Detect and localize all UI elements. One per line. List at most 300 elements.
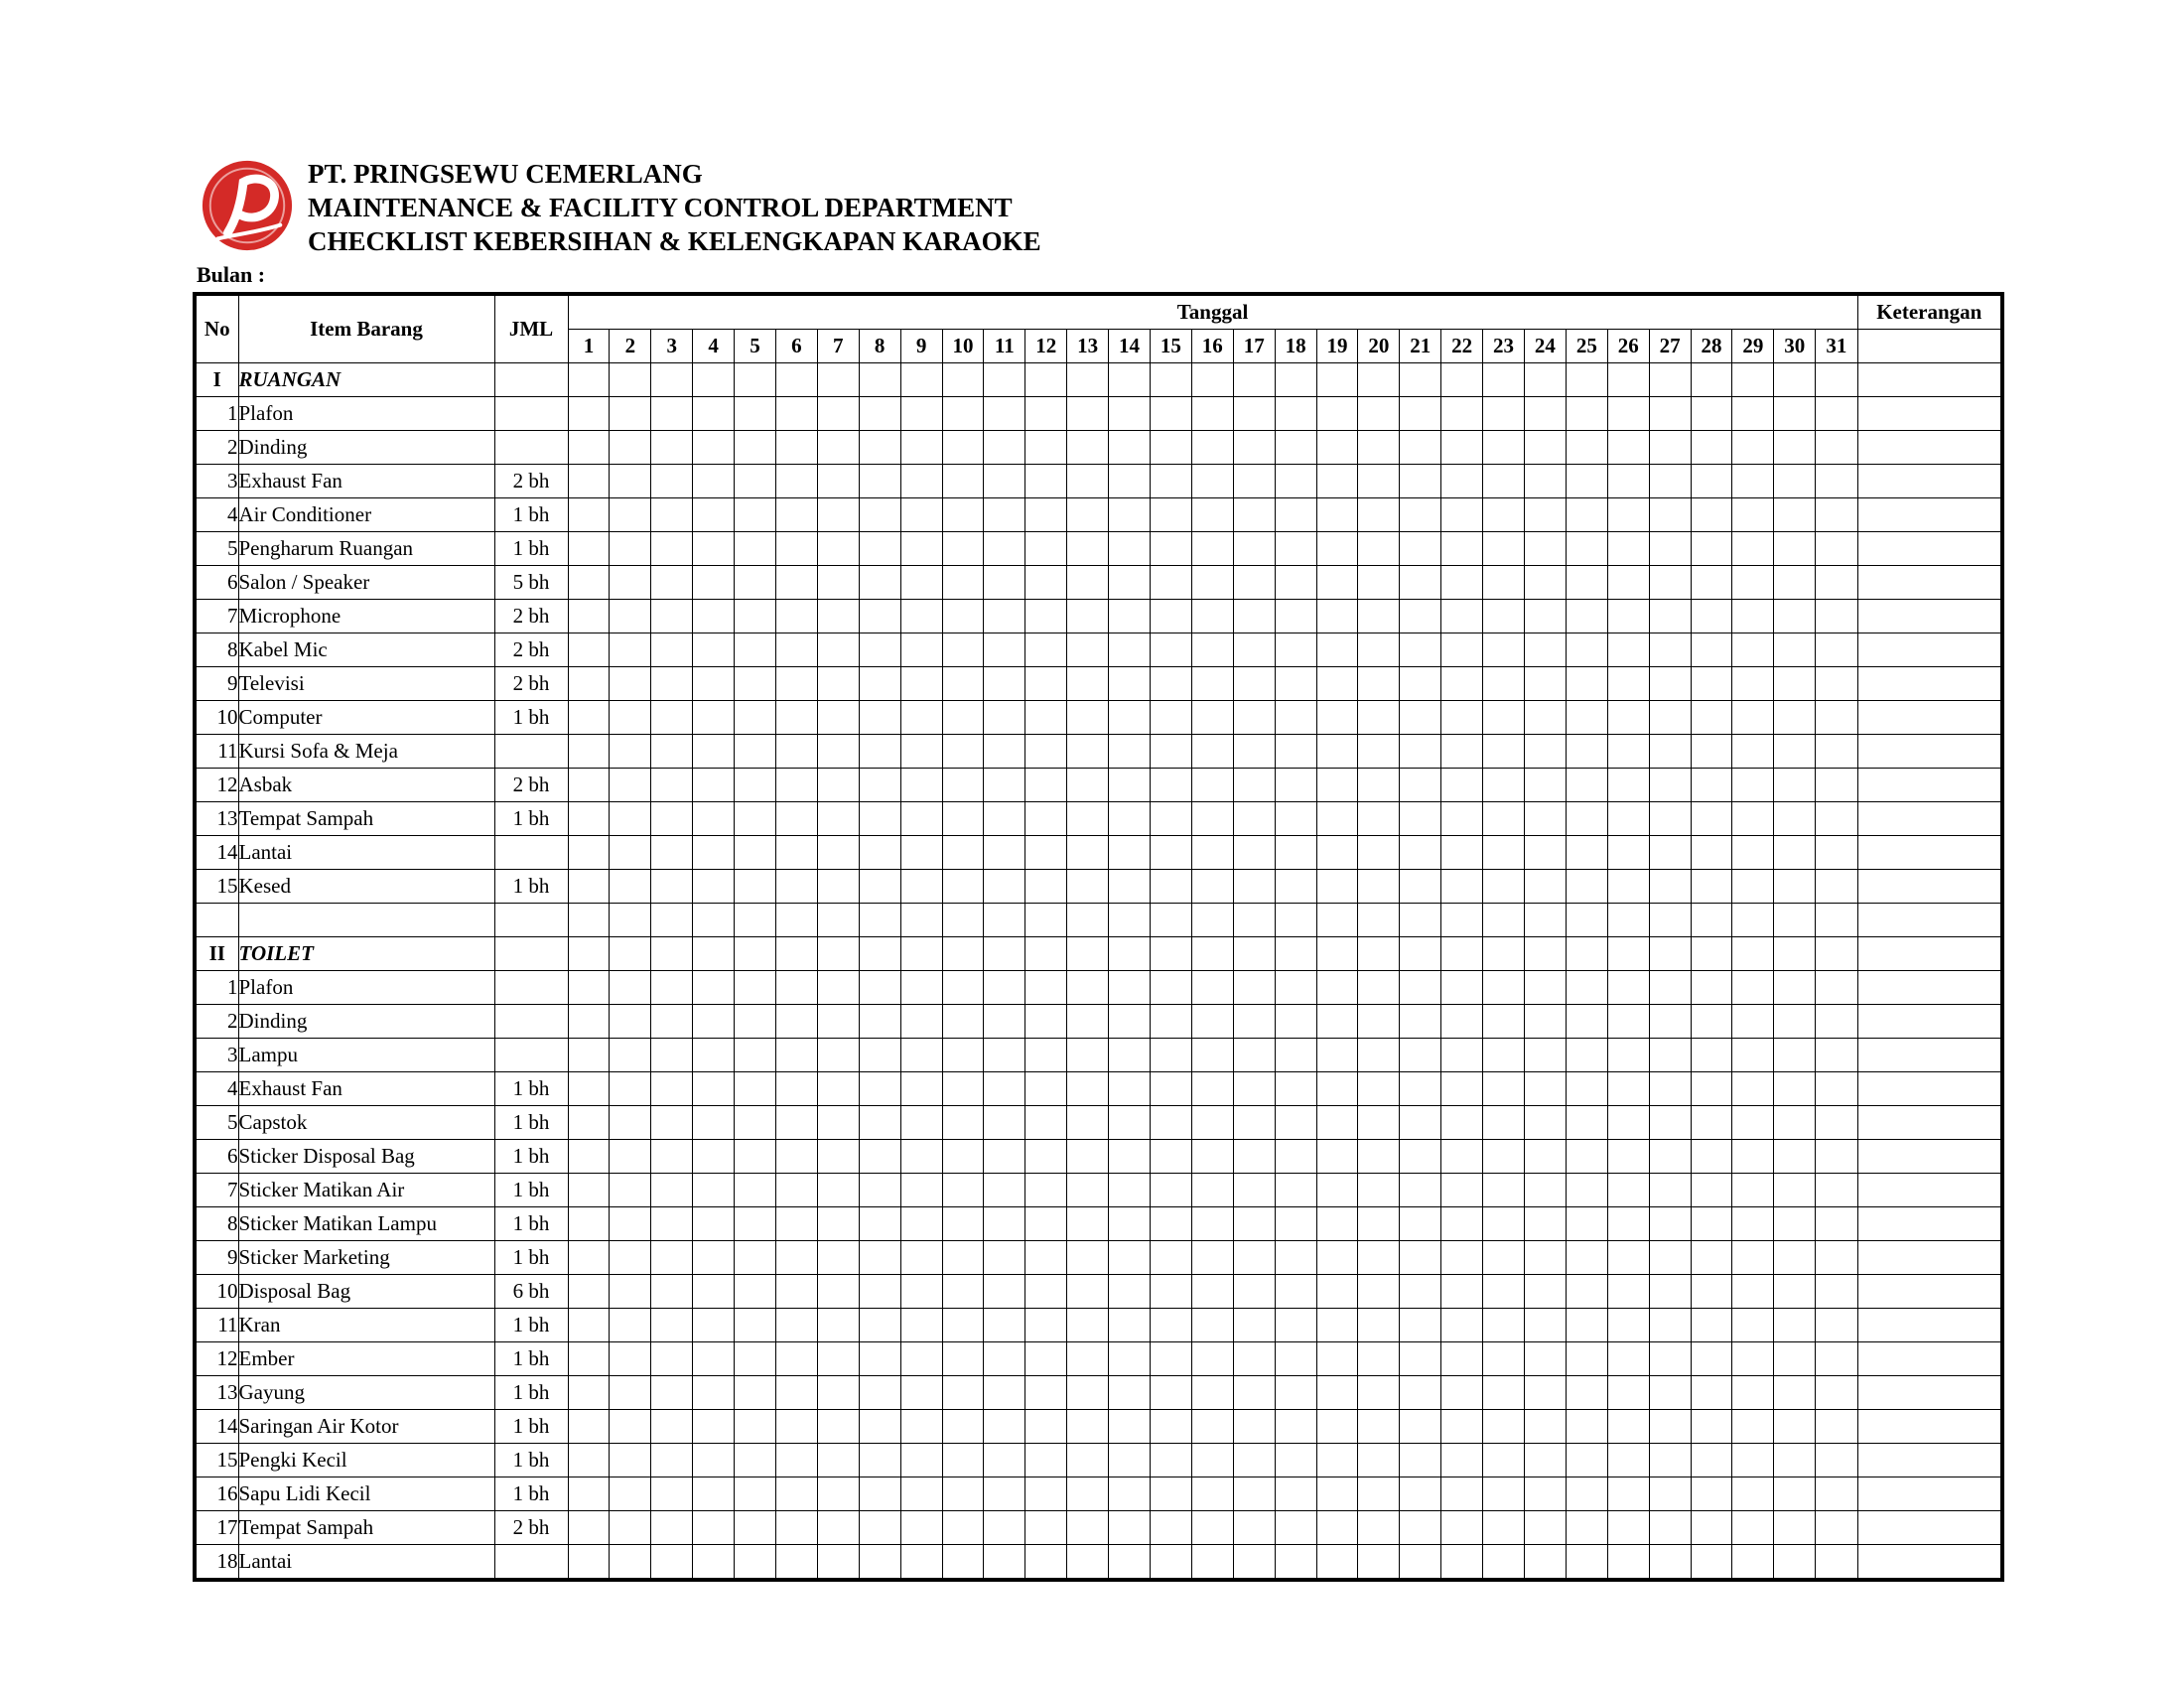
day-check-cell <box>1483 431 1525 465</box>
day-check-cell <box>1233 1545 1275 1581</box>
day-check-cell <box>1566 465 1607 498</box>
day-check-cell <box>817 566 859 600</box>
day-check-cell <box>1607 937 1649 971</box>
day-check-cell <box>1109 600 1151 633</box>
day-check-cell <box>1067 1545 1109 1581</box>
day-check-cell <box>1483 1005 1525 1039</box>
day-check-cell <box>1067 1072 1109 1106</box>
day-check-cell <box>900 971 942 1005</box>
day-check-cell <box>1774 870 1816 904</box>
day-check-cell <box>1607 769 1649 802</box>
day-check-cell <box>900 1309 942 1342</box>
day-check-cell <box>775 1342 817 1376</box>
day-check-cell <box>859 1072 900 1106</box>
day-check-cell <box>1150 971 1191 1005</box>
day-check-cell <box>942 600 984 633</box>
day-check-cell <box>1316 1140 1358 1174</box>
day-check-cell <box>1358 1477 1400 1511</box>
day-check-cell <box>1150 735 1191 769</box>
keterangan-cell <box>1857 363 2002 397</box>
day-check-cell <box>1316 937 1358 971</box>
keterangan-subheader <box>1857 330 2002 363</box>
day-check-cell <box>1109 363 1151 397</box>
day-check-cell <box>1607 1174 1649 1207</box>
day-check-cell <box>1400 1275 1441 1309</box>
day-check-cell <box>900 1106 942 1140</box>
table-row <box>195 397 2002 431</box>
day-check-cell <box>1774 701 1816 735</box>
day-check-cell <box>1441 1444 1483 1477</box>
day-check-cell <box>1233 1309 1275 1342</box>
day-check-cell <box>775 1309 817 1342</box>
day-check-cell <box>735 1275 776 1309</box>
day-check-cell <box>817 1140 859 1174</box>
day-check-cell <box>1441 566 1483 600</box>
day-check-cell <box>1150 1342 1191 1376</box>
day-check-cell <box>1067 1511 1109 1545</box>
day-check-cell <box>1691 1511 1732 1545</box>
day-check-cell <box>568 431 610 465</box>
row-number: 3 <box>195 1039 238 1072</box>
table-row <box>195 1072 2002 1106</box>
day-check-cell <box>1649 802 1691 836</box>
day-check-cell <box>610 836 651 870</box>
day-check-cell <box>1649 971 1691 1005</box>
table-row <box>195 600 2002 633</box>
day-check-cell <box>1191 1207 1233 1241</box>
day-check-cell <box>1358 600 1400 633</box>
day-check-cell <box>984 667 1025 701</box>
day-check-cell <box>1607 1241 1649 1275</box>
day-check-cell <box>693 1275 735 1309</box>
day-check-cell <box>1275 498 1316 532</box>
day-check-cell <box>1233 363 1275 397</box>
day-check-cell <box>1191 1309 1233 1342</box>
day-check-cell <box>1150 836 1191 870</box>
day-check-cell <box>1191 735 1233 769</box>
day-check-cell <box>735 769 776 802</box>
day-check-cell <box>610 1376 651 1410</box>
day-check-cell <box>1191 802 1233 836</box>
table-row <box>195 1275 2002 1309</box>
day-check-cell <box>1191 836 1233 870</box>
item-name: Exhaust Fan <box>238 1072 494 1106</box>
day-check-cell <box>1441 600 1483 633</box>
day-check-cell <box>1358 1275 1400 1309</box>
day-check-cell <box>735 1106 776 1140</box>
day-check-cell <box>1774 465 1816 498</box>
day-check-cell <box>568 735 610 769</box>
table-row <box>195 465 2002 498</box>
day-check-cell <box>1607 1545 1649 1581</box>
day-check-cell <box>1607 1309 1649 1342</box>
day-check-cell <box>1566 1342 1607 1376</box>
day-check-cell <box>1774 735 1816 769</box>
day-check-cell <box>1358 532 1400 566</box>
day-check-cell <box>1150 465 1191 498</box>
day-check-cell <box>1649 1410 1691 1444</box>
day-check-cell <box>1524 1275 1566 1309</box>
day-check-cell <box>1400 397 1441 431</box>
day-check-cell <box>1691 667 1732 701</box>
day-check-cell <box>1816 431 1857 465</box>
day-header: 9 <box>900 330 942 363</box>
day-check-cell <box>984 600 1025 633</box>
day-check-cell <box>1025 1545 1067 1581</box>
day-check-cell <box>1441 870 1483 904</box>
day-check-cell <box>735 1241 776 1275</box>
day-check-cell <box>1109 1275 1151 1309</box>
day-check-cell <box>1607 701 1649 735</box>
day-check-cell <box>1816 1039 1857 1072</box>
day-check-cell <box>942 701 984 735</box>
day-check-cell <box>1607 971 1649 1005</box>
day-check-cell <box>1732 1511 1774 1545</box>
item-quantity: 2 bh <box>494 465 568 498</box>
day-check-cell <box>1483 1174 1525 1207</box>
day-check-cell <box>1191 1275 1233 1309</box>
day-check-cell <box>1732 701 1774 735</box>
day-check-cell <box>1649 431 1691 465</box>
day-check-cell <box>1025 1275 1067 1309</box>
day-check-cell <box>651 1511 693 1545</box>
day-check-cell <box>942 870 984 904</box>
day-check-cell <box>1109 904 1151 937</box>
day-check-cell <box>1191 904 1233 937</box>
day-check-cell <box>1025 498 1067 532</box>
day-check-cell <box>1774 532 1816 566</box>
day-check-cell <box>1025 566 1067 600</box>
day-check-cell <box>984 465 1025 498</box>
day-check-cell <box>775 904 817 937</box>
day-check-cell <box>1358 667 1400 701</box>
day-check-cell <box>1774 1545 1816 1581</box>
day-check-cell <box>1774 1207 1816 1241</box>
day-check-cell <box>1774 600 1816 633</box>
day-check-cell <box>568 1477 610 1511</box>
day-check-cell <box>1316 1039 1358 1072</box>
day-check-cell <box>1649 465 1691 498</box>
row-number: 8 <box>195 1207 238 1241</box>
day-check-cell <box>1483 735 1525 769</box>
day-check-cell <box>1649 667 1691 701</box>
day-check-cell <box>1566 431 1607 465</box>
day-check-cell <box>859 431 900 465</box>
item-quantity: 2 bh <box>494 667 568 701</box>
day-check-cell <box>651 1410 693 1444</box>
row-number: 1 <box>195 971 238 1005</box>
day-check-cell <box>1566 566 1607 600</box>
day-check-cell <box>1441 498 1483 532</box>
day-check-cell <box>1067 600 1109 633</box>
day-check-cell <box>568 1410 610 1444</box>
day-check-cell <box>1441 1376 1483 1410</box>
day-check-cell <box>1150 1444 1191 1477</box>
day-header: 4 <box>693 330 735 363</box>
day-check-cell <box>1150 1545 1191 1581</box>
keterangan-cell <box>1857 1410 2002 1444</box>
day-check-cell <box>1774 1106 1816 1140</box>
day-check-cell <box>1732 769 1774 802</box>
day-check-cell <box>775 870 817 904</box>
day-check-cell <box>568 465 610 498</box>
day-check-cell <box>1275 802 1316 836</box>
day-check-cell <box>610 735 651 769</box>
table-row <box>195 431 2002 465</box>
table-row <box>195 735 2002 769</box>
day-check-cell <box>1067 633 1109 667</box>
keterangan-cell <box>1857 1444 2002 1477</box>
day-check-cell <box>1400 904 1441 937</box>
day-check-cell <box>1358 1511 1400 1545</box>
day-check-cell <box>1732 1342 1774 1376</box>
day-check-cell <box>942 1444 984 1477</box>
day-check-cell <box>651 600 693 633</box>
day-check-cell <box>900 397 942 431</box>
day-check-cell <box>1441 1005 1483 1039</box>
day-check-cell <box>1109 1207 1151 1241</box>
row-number: 2 <box>195 431 238 465</box>
day-check-cell <box>1691 1072 1732 1106</box>
day-check-cell <box>1524 1140 1566 1174</box>
day-check-cell <box>1233 937 1275 971</box>
day-check-cell <box>1275 600 1316 633</box>
day-check-cell <box>1150 1410 1191 1444</box>
day-check-cell <box>1566 1005 1607 1039</box>
day-check-cell <box>984 701 1025 735</box>
day-check-cell <box>610 667 651 701</box>
day-check-cell <box>1316 1342 1358 1376</box>
day-check-cell <box>1109 532 1151 566</box>
day-check-cell <box>1524 1039 1566 1072</box>
day-check-cell <box>610 870 651 904</box>
day-check-cell <box>1524 836 1566 870</box>
day-check-cell <box>1732 431 1774 465</box>
day-check-cell <box>817 532 859 566</box>
section-row <box>195 937 2002 971</box>
keterangan-cell <box>1857 1376 2002 1410</box>
day-check-cell <box>775 397 817 431</box>
table-row <box>195 1174 2002 1207</box>
day-check-cell <box>1524 1477 1566 1511</box>
day-check-cell <box>1316 1207 1358 1241</box>
day-check-cell <box>942 566 984 600</box>
day-check-cell <box>1400 1477 1441 1511</box>
table-row <box>195 904 2002 937</box>
day-check-cell <box>1607 1376 1649 1410</box>
day-check-cell <box>1566 1241 1607 1275</box>
day-check-cell <box>1400 1140 1441 1174</box>
day-check-cell <box>1566 667 1607 701</box>
day-check-cell <box>1732 1545 1774 1581</box>
day-check-cell <box>1441 1039 1483 1072</box>
item-name: Computer <box>238 701 494 735</box>
day-check-cell <box>1441 802 1483 836</box>
day-check-cell <box>568 701 610 735</box>
item-name: Disposal Bag <box>238 1275 494 1309</box>
day-check-cell <box>859 1275 900 1309</box>
day-check-cell <box>1025 1342 1067 1376</box>
item-name: Air Conditioner <box>238 498 494 532</box>
day-header: 10 <box>942 330 984 363</box>
day-check-cell <box>859 836 900 870</box>
day-header: 22 <box>1441 330 1483 363</box>
day-check-cell <box>984 1309 1025 1342</box>
day-check-cell <box>1067 1106 1109 1140</box>
day-check-cell <box>1607 431 1649 465</box>
day-check-cell <box>651 937 693 971</box>
day-check-cell <box>1025 397 1067 431</box>
day-check-cell <box>610 1545 651 1581</box>
day-check-cell <box>1607 1477 1649 1511</box>
day-check-cell <box>1649 498 1691 532</box>
day-check-cell <box>1649 701 1691 735</box>
day-check-cell <box>859 1241 900 1275</box>
day-check-cell <box>1275 1241 1316 1275</box>
row-number: 11 <box>195 735 238 769</box>
day-check-cell <box>1441 633 1483 667</box>
day-header: 18 <box>1275 330 1316 363</box>
table-row <box>195 1410 2002 1444</box>
day-check-cell <box>1109 667 1151 701</box>
day-check-cell <box>984 1005 1025 1039</box>
section-title: TOILET <box>238 937 494 971</box>
day-check-cell <box>1191 1511 1233 1545</box>
day-check-cell <box>900 1005 942 1039</box>
day-check-cell <box>1025 971 1067 1005</box>
day-check-cell <box>735 566 776 600</box>
day-check-cell <box>1400 498 1441 532</box>
day-check-cell <box>1025 802 1067 836</box>
day-check-cell <box>1524 465 1566 498</box>
day-check-cell <box>942 769 984 802</box>
day-check-cell <box>1358 769 1400 802</box>
day-check-cell <box>900 600 942 633</box>
day-check-cell <box>775 701 817 735</box>
day-check-cell <box>1400 1039 1441 1072</box>
day-check-cell <box>900 1072 942 1106</box>
day-check-cell <box>1316 1477 1358 1511</box>
day-check-cell <box>1358 1072 1400 1106</box>
day-check-cell <box>859 1511 900 1545</box>
day-check-cell <box>1691 971 1732 1005</box>
day-check-cell <box>1524 701 1566 735</box>
day-check-cell <box>817 397 859 431</box>
day-check-cell <box>775 498 817 532</box>
table-row <box>195 971 2002 1005</box>
day-check-cell <box>817 431 859 465</box>
item-name: Kursi Sofa & Meja <box>238 735 494 769</box>
item-quantity <box>494 1005 568 1039</box>
item-name <box>238 904 494 937</box>
day-check-cell <box>651 566 693 600</box>
item-quantity <box>494 971 568 1005</box>
day-check-cell <box>1067 1207 1109 1241</box>
day-check-cell <box>1691 1140 1732 1174</box>
column-header-tanggal: Tanggal <box>568 294 1857 330</box>
day-check-cell <box>1275 667 1316 701</box>
day-check-cell <box>610 1342 651 1376</box>
day-check-cell <box>984 431 1025 465</box>
day-check-cell <box>984 498 1025 532</box>
day-check-cell <box>1400 1174 1441 1207</box>
day-check-cell <box>1607 1511 1649 1545</box>
day-check-cell <box>693 1309 735 1342</box>
day-check-cell <box>1483 566 1525 600</box>
table-row <box>195 1039 2002 1072</box>
keterangan-cell <box>1857 1477 2002 1511</box>
day-check-cell <box>1275 937 1316 971</box>
day-check-cell <box>984 870 1025 904</box>
day-check-cell <box>1649 1140 1691 1174</box>
day-check-cell <box>1358 870 1400 904</box>
day-check-cell <box>1524 870 1566 904</box>
day-check-cell <box>1316 1444 1358 1477</box>
day-check-cell <box>1316 1410 1358 1444</box>
day-check-cell <box>1275 1039 1316 1072</box>
day-check-cell <box>1275 1106 1316 1140</box>
item-quantity <box>494 1039 568 1072</box>
day-check-cell <box>1774 1005 1816 1039</box>
day-check-cell <box>568 1241 610 1275</box>
day-check-cell <box>1025 1511 1067 1545</box>
day-check-cell <box>1607 1410 1649 1444</box>
day-check-cell <box>1483 1444 1525 1477</box>
day-check-cell <box>817 1410 859 1444</box>
keterangan-cell <box>1857 1072 2002 1106</box>
day-check-cell <box>651 397 693 431</box>
day-check-cell <box>817 1039 859 1072</box>
day-check-cell <box>1191 769 1233 802</box>
day-check-cell <box>775 971 817 1005</box>
day-check-cell <box>1691 532 1732 566</box>
day-check-cell <box>1233 1410 1275 1444</box>
day-check-cell <box>1233 1039 1275 1072</box>
day-check-cell <box>735 667 776 701</box>
item-quantity <box>494 904 568 937</box>
day-check-cell <box>1109 769 1151 802</box>
day-check-cell <box>1358 498 1400 532</box>
day-check-cell <box>1732 1275 1774 1309</box>
day-check-cell <box>942 1309 984 1342</box>
day-check-cell <box>651 498 693 532</box>
day-check-cell <box>1358 1241 1400 1275</box>
day-check-cell <box>1316 431 1358 465</box>
day-check-cell <box>1649 1072 1691 1106</box>
day-check-cell <box>1816 1410 1857 1444</box>
day-check-cell <box>1816 701 1857 735</box>
keterangan-cell <box>1857 431 2002 465</box>
day-check-cell <box>1524 600 1566 633</box>
day-check-cell <box>1774 498 1816 532</box>
day-check-cell <box>610 431 651 465</box>
day-check-cell <box>1774 1342 1816 1376</box>
day-check-cell <box>900 735 942 769</box>
day-check-cell <box>1275 1309 1316 1342</box>
day-header: 12 <box>1025 330 1067 363</box>
day-check-cell <box>693 1207 735 1241</box>
day-check-cell <box>1025 1309 1067 1342</box>
day-check-cell <box>984 1342 1025 1376</box>
day-check-cell <box>1566 1511 1607 1545</box>
day-check-cell <box>1483 498 1525 532</box>
day-check-cell <box>651 633 693 667</box>
day-check-cell <box>900 465 942 498</box>
keterangan-cell <box>1857 870 2002 904</box>
day-check-cell <box>1233 667 1275 701</box>
day-check-cell <box>1358 397 1400 431</box>
item-name: Salon / Speaker <box>238 566 494 600</box>
